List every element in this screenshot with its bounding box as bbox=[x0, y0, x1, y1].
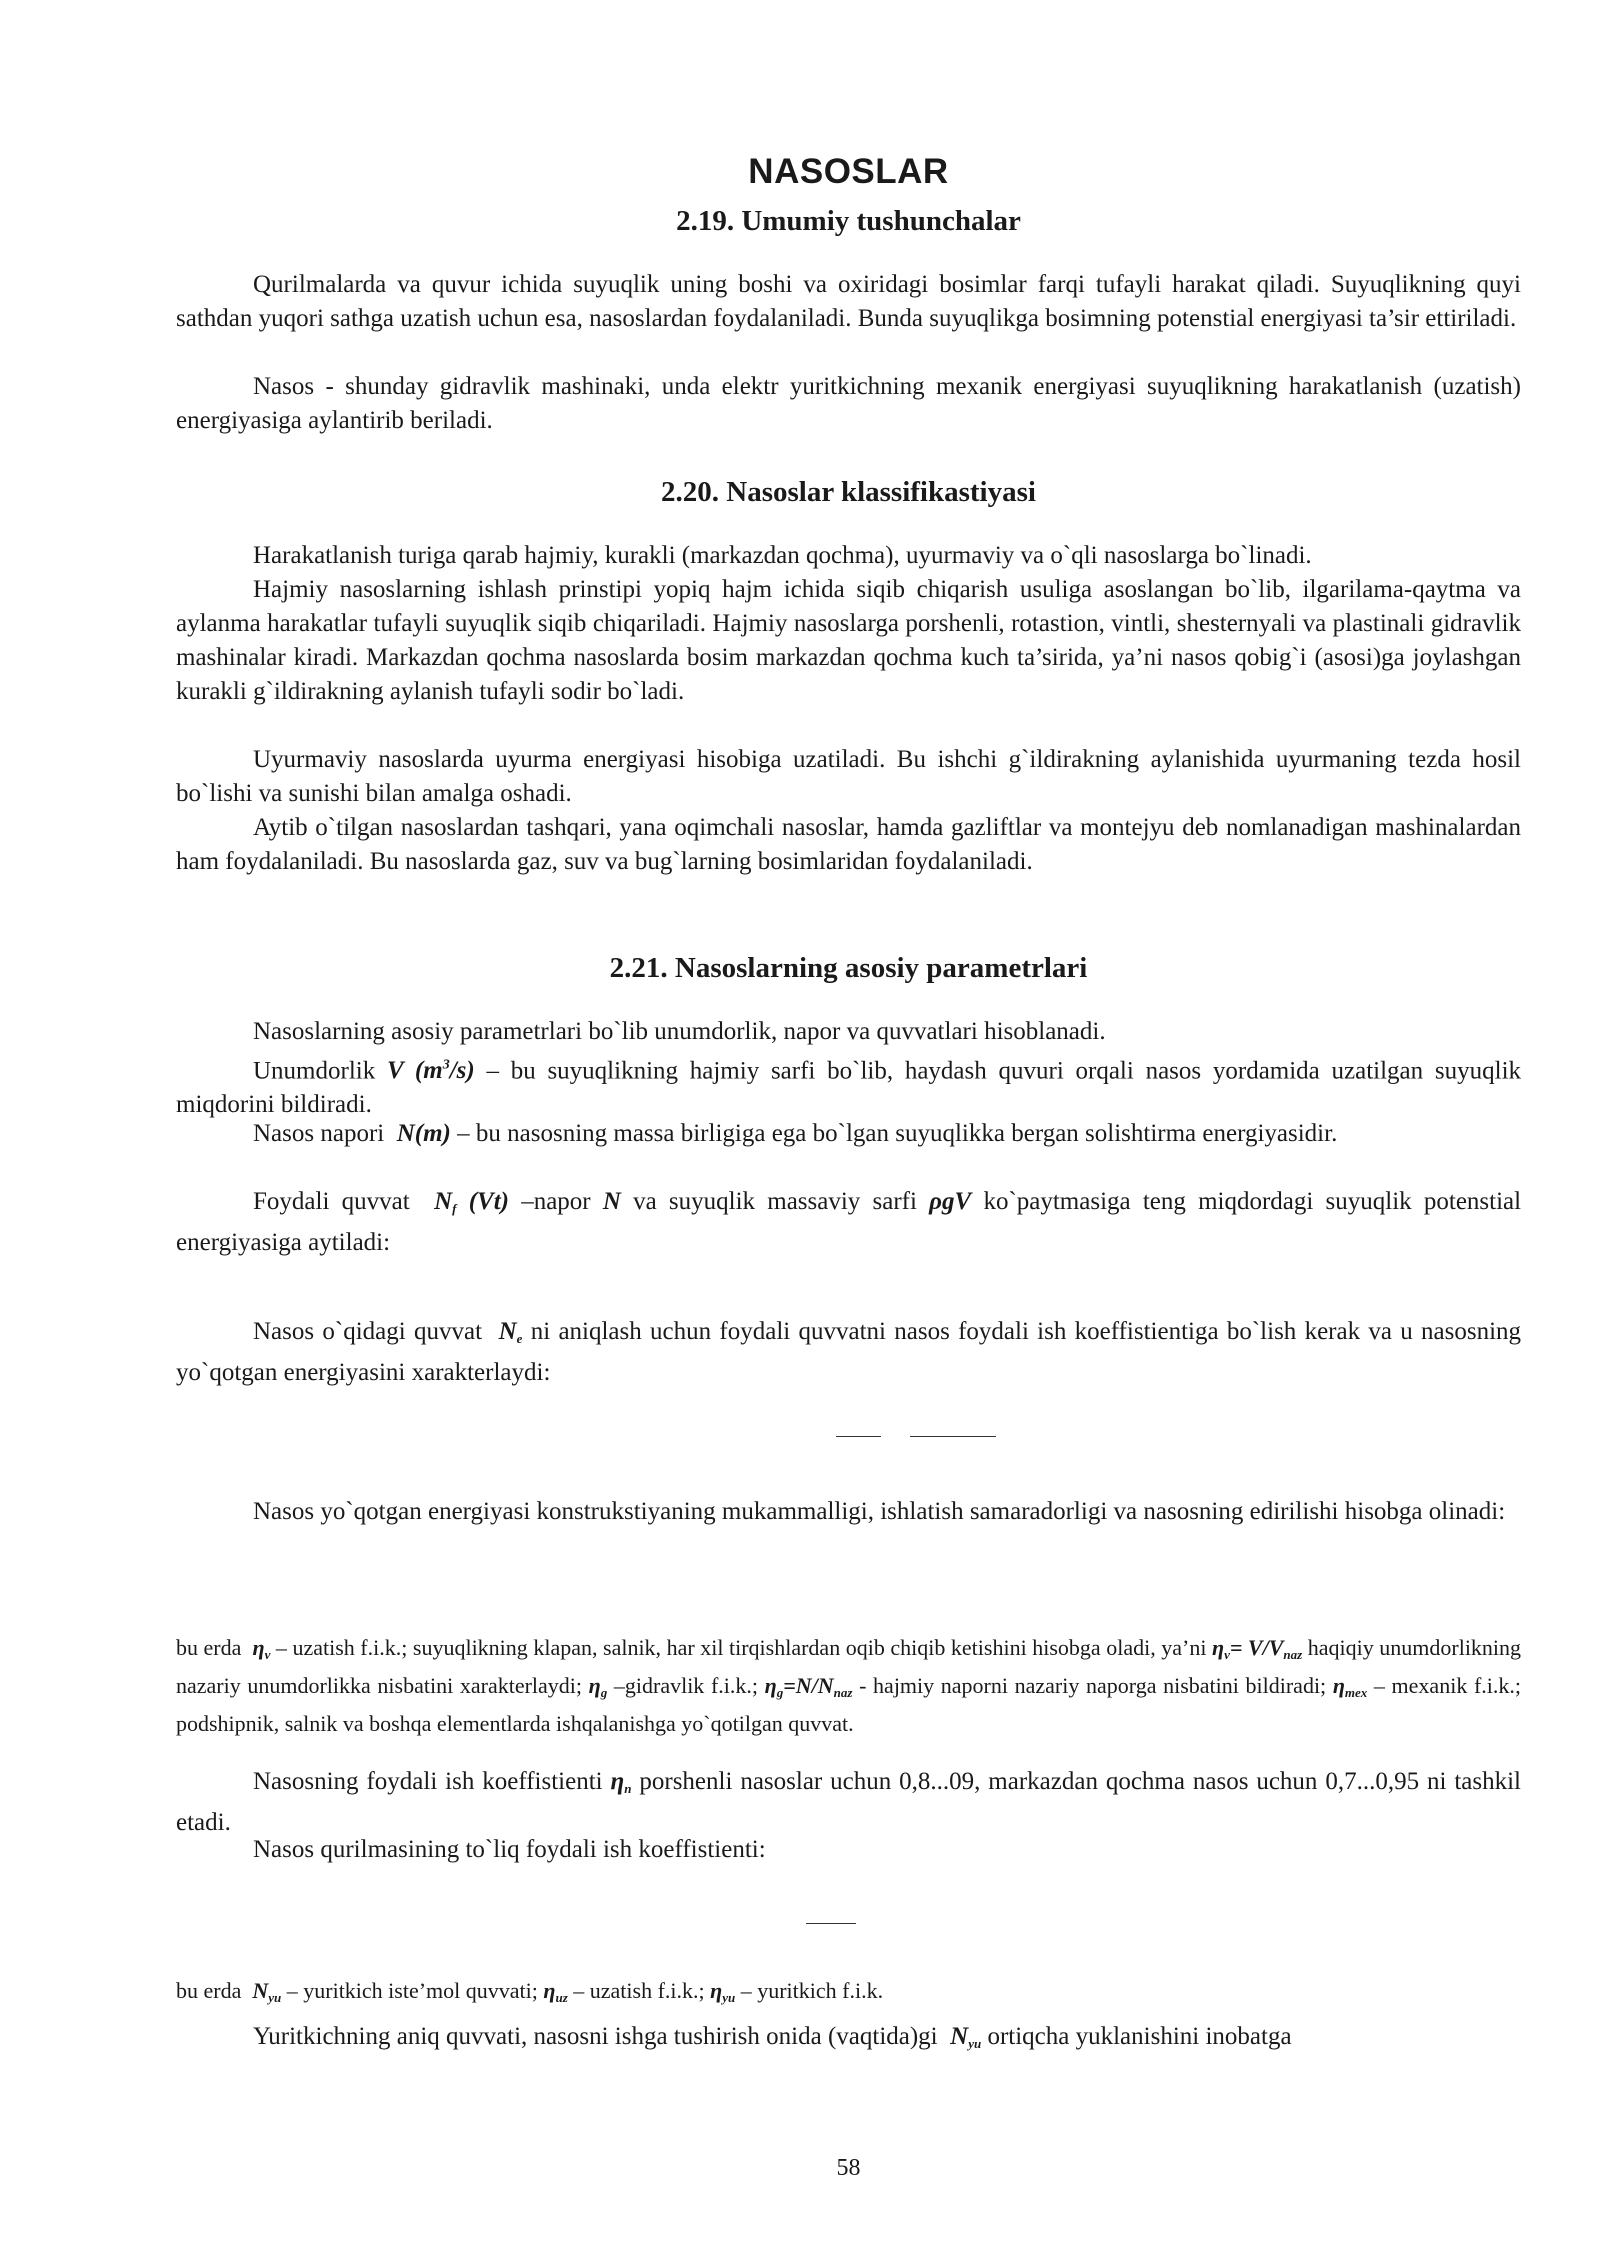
paragraph-capacity: Unumdorlik V $(m^3/s)$ – bu suyuqlikning hajmiy sarfi bo`lib, haydash quvuri orqali nasos yordamida uzatilgan suyuqlik miqdorini bildiradi. bbox=[176, 1057, 1522, 1119]
paragraph-classification-1: Harakatlanish turiga qarab hajmiy, kurakli (markazdan qochma), uyurmaviy va o`qli nasoslarga bo`linadi. bbox=[253, 542, 1312, 569]
page-number: 58 bbox=[836, 2155, 861, 2181]
paragraph-parameters-1: Nasoslarning asosiy parametrlari bo`lib unumdorlik, napor va quvvatlari hisoblanadi. bbox=[253, 1018, 1106, 1045]
section-heading-2-20: 2.20. Nasoslar klassifikastiyasi bbox=[661, 476, 1036, 508]
formula-fraction-bar bbox=[806, 1923, 856, 1924]
paragraph-classification-2: Hajmiy nasoslarning ishlash prinstipi yopiq hajm ichida siqib chiqarish usuliga asoslangan bo`lib, ilgarilama-qaytma va aylanma harakatlar tufayli suyuqlik siqib chiqariladi. Hajmiy nasoslarga porshenli, rotastion, vintli, shesternyali va plastinali gidravlik mashinalar kiradi. Markazdan qochma nasoslarda bosim markazdan qochma kuch ta’sirida, ya’ni nasos qobig`i (asosi)ga joylashgan kurakli g`ildirakning aylanish tufayli sodir bo`ladi. bbox=[176, 576, 1521, 705]
formula-fraction-bar bbox=[910, 1436, 996, 1437]
paragraph-pump-efficiency: Nasosning foydali ish koeffistienti $\eta_n$ porshenli nasoslar uchun 0,8...09, markazdan qochma nasos uchun 0,7...0,95 ni tashkil etadi. bbox=[176, 1768, 1521, 1836]
paragraph-total-efficiency: Nasos qurilmasining to`liq foydali ish koeffistienti: bbox=[253, 1836, 766, 1863]
paragraph-motor-power: Yuritkichning aniq quvvati, nasosni ishga tushirish onida (vaqtida)gi $N_{yu}$ ortiqcha yuklanishini inobatga bbox=[253, 2023, 1292, 2051]
paragraph-classification-4: Aytib o`tilgan nasoslardan tashqari, yana oqimchali nasoslar, hamda gazliftlar va montejyu deb nomlanadigan mashinalardan ham foydalaniladi. Bu nasoslarda gaz, suv va bug`larning bosimlaridan foydalaniladi. bbox=[176, 814, 1521, 875]
document-page bbox=[176, 0, 1521, 2262]
head-symbol: N(m) bbox=[396, 1120, 451, 1147]
paragraph-intro-2: Nasos - shunday gidravlik mashinaki, unda elektr yuritkichning mexanik energiyasi suyuqlikning harakatlanish (uzatish) energiyasiga aylantirib beriladi. bbox=[176, 373, 1521, 434]
paragraph-energy-loss: Nasos yo`qotgan energiyasi konstrukstiyaning mukammalligi, ishlatish samaradorligi va nasosning edirilishi hisobga olinadi: bbox=[253, 1498, 1506, 1525]
shaft-power-symbol: $N_e$ bbox=[498, 1318, 523, 1346]
section-heading-2-21: 2.21. Nasoslarning asosiy parametrlari bbox=[609, 952, 1088, 984]
paragraph-classification-3: Uyurmaviy nasoslarda uyurma energiyasi hisobiga uzatiladi. Bu ishchi g`ildirakning aylanishida uyurmaning tezda hosil bo`lishi va sunishi bilan amalga oshadi. bbox=[176, 746, 1521, 807]
section-heading-2-19: 2.19. Umumiy tushunchalar bbox=[676, 205, 1021, 237]
paragraph-useful-power: Foydali quvvat $N_f$ (Vt) –napor N va suyuqlik massaviy sarfi ρgV ko`paytmasiga teng miqdordagi suyuqlik potenstial energiyasiga aytiladi: bbox=[176, 1188, 1522, 1256]
paragraph-shaft-power: Nasos o`qidagi quvvat $N_e$ ni aniqlash uchun foydali quvvatni nasos foydali ish koeffistientiga bo`lish kerak va u nasosning yo`qotgan energiyasini xarakterlaydi: bbox=[176, 1318, 1522, 1386]
paragraph-motor-definitions: bu erda $N_{yu}$ – yuritkich iste’mol quvvati; $\eta_{uz}$ – uzatish f.i.k.; $\eta_{yu}$ – yuritkich f.i.k. bbox=[176, 1978, 884, 2005]
capacity-symbol: V $(m^3/s)$ bbox=[386, 1057, 475, 1085]
paragraph-intro-1: Qurilmalarda va quvur ichida suyuqlik uning boshi va oxiridagi bosimlar farqi tufayli harakat qiladi. Suyuqlikning quyi sathdan yuqori sathga uzatish uchun esa, nasoslardan foydalaniladi. Bunda suyuqlikga bosimning potenstial energiyasi ta’sir ettiriladi. bbox=[176, 271, 1521, 332]
paragraph-efficiency-definitions: bu erda $\eta_v$ – uzatish f.i.k.; suyuqlikning klapan, salnik, har xil tirqishlardan oqib chiqib ketishini hisobga oladi, ya’ni $\eta_v= V/V_{naz}$ haqiqiy unumdorlikning nazariy unumdorlikka nisbatini xarakterlaydi; $\eta_g$ –gidravlik f.i.k.; $\eta_g=N/N_{naz}$ - hajmiy naporni nazariy naporga nisbatini bildiradi; $\eta_{mex}$ – mexanik f.i.k.; podshipnik, salnik va boshqa elementlarda ishqalanishga yo`qotilgan quvvat. bbox=[176, 1635, 1522, 1736]
useful-power-symbol: $N_f$ (Vt) bbox=[434, 1188, 509, 1216]
document-title: NASOSLAR bbox=[748, 152, 949, 191]
rho-g-v-symbol: ρgV bbox=[929, 1188, 972, 1215]
formula-fraction-bar bbox=[836, 1436, 881, 1437]
paragraph-head: Nasos napori N(m) – bu nasosning massa birligiga ega bo`lgan suyuqlikka bergan solishtirma energiyasidir. bbox=[253, 1120, 1338, 1147]
